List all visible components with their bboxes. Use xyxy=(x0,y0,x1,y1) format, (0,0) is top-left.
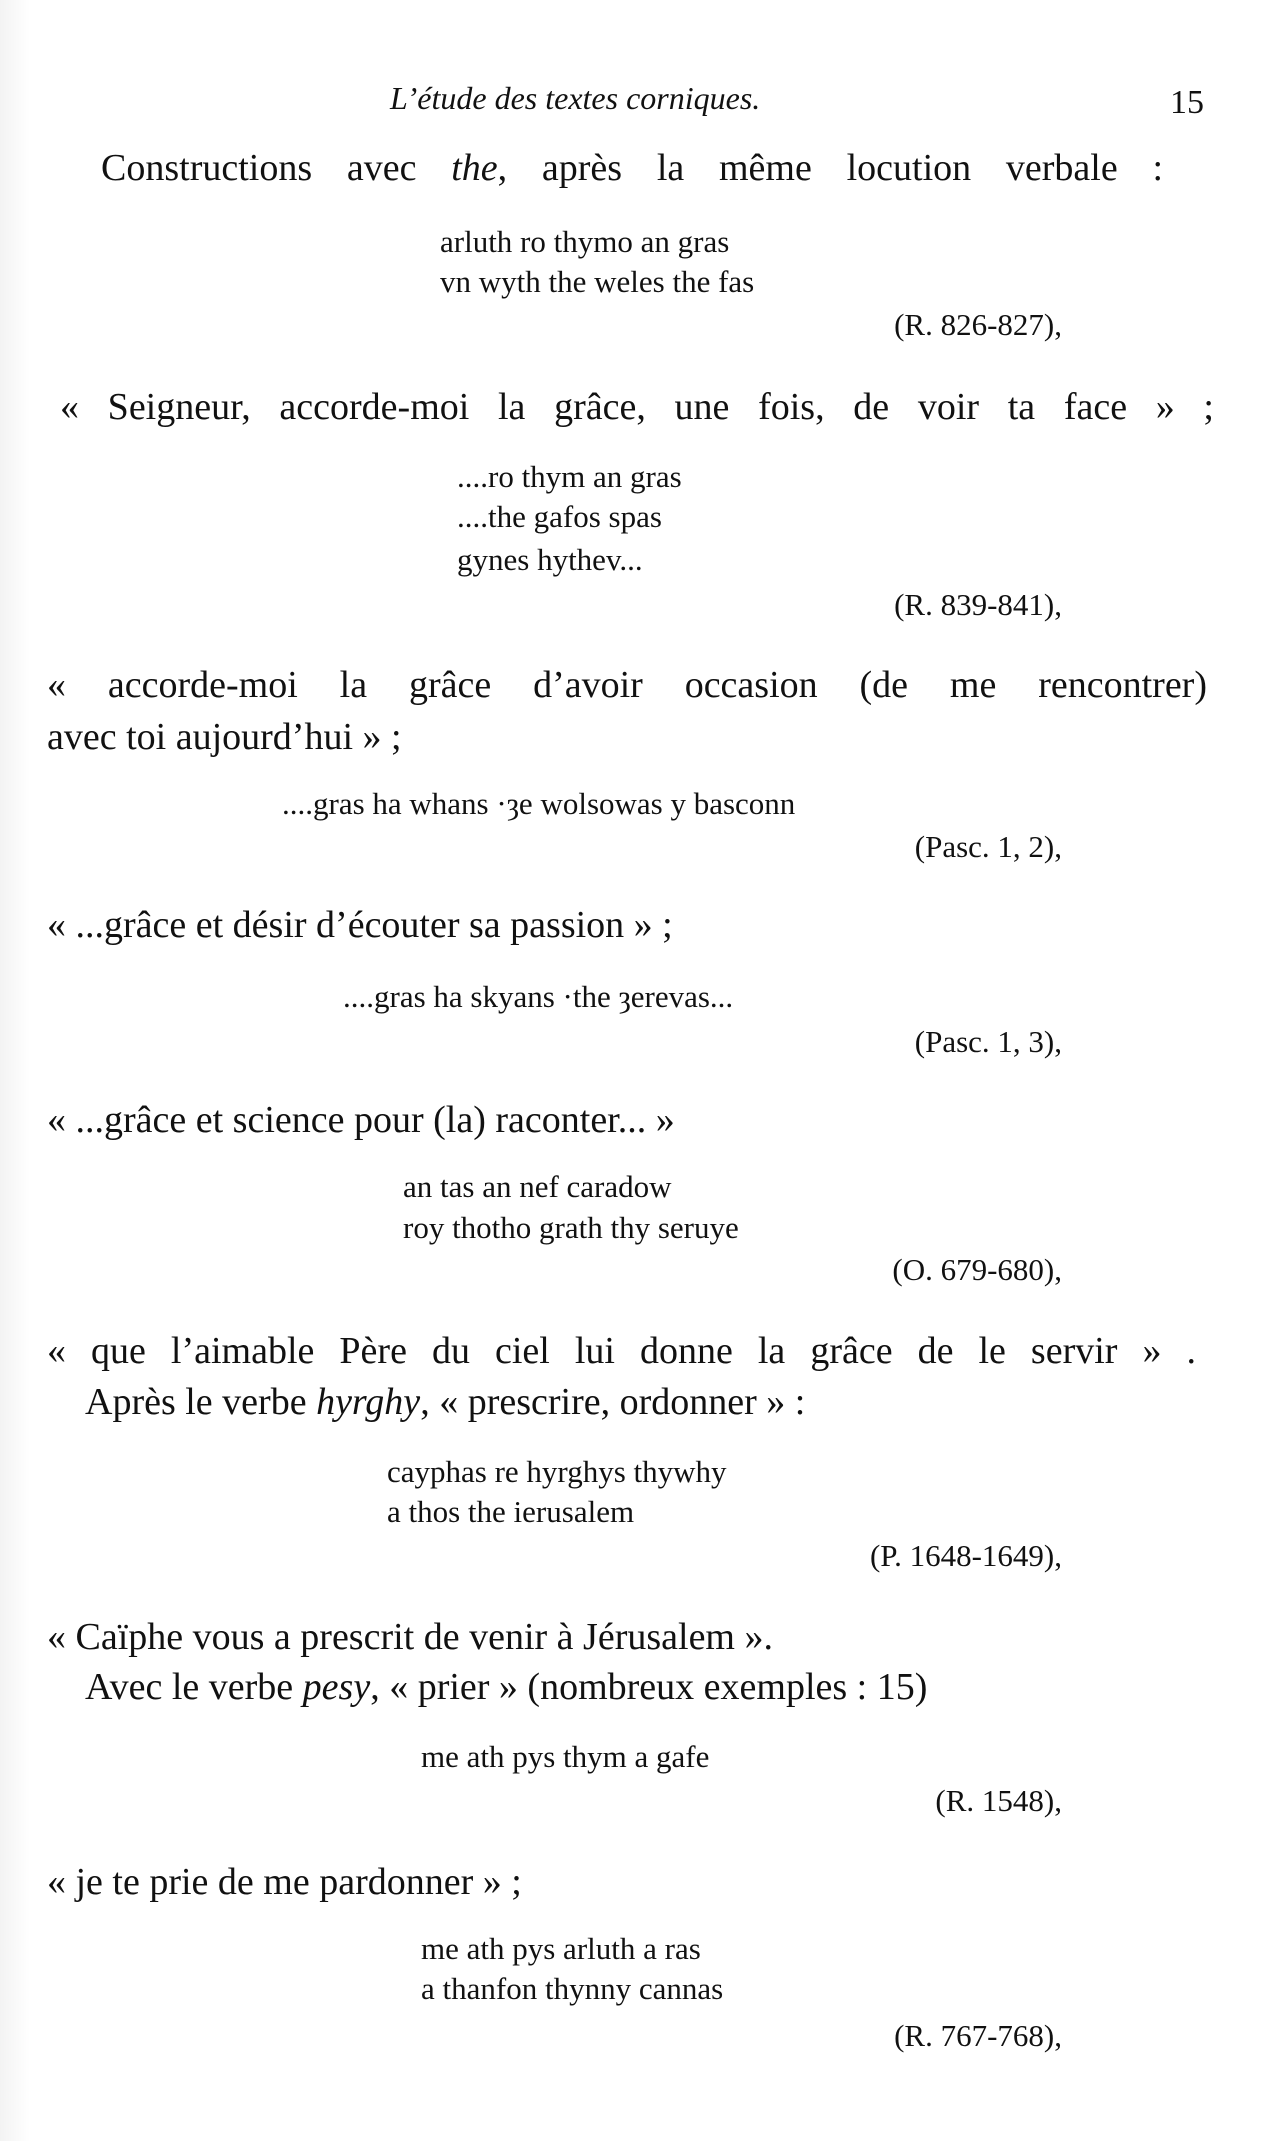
verse-line: ....gras ha skyans ·the ȝerevas... xyxy=(343,979,734,1014)
translation-line: « ...grâce et science pour (la) raconter... » xyxy=(47,1099,675,1141)
verse-reference: (P. 1648-1649), xyxy=(869,1538,1062,1573)
translation-line: « je te prie de me pardonner » ; xyxy=(47,1861,522,1903)
paragraph-line: Après le verbe hyrghy, « prescrire, ordonner » : xyxy=(85,1381,806,1423)
verse-reference: (Pasc. 1, 2), xyxy=(914,829,1062,864)
translation-line: « accorde-moi la grâce d’avoir occasion (de me rencontrer) xyxy=(47,664,1207,706)
verse-line: a thanfon thynny cannas xyxy=(421,1971,724,2006)
page-number: 15 xyxy=(1170,84,1204,121)
verse-reference: (R. 839-841), xyxy=(894,587,1062,622)
paragraph-line: Avec le verbe pesy, « prier » (nombreux exemples : 15) xyxy=(85,1666,928,1708)
verse-line: roy thotho grath thy seruye xyxy=(403,1210,739,1245)
verse-reference: (Pasc. 1, 3), xyxy=(914,1024,1062,1059)
translation-line: « Seigneur, accorde-moi la grâce, une fois, de voir ta face » ; xyxy=(60,386,1214,428)
translation-line: avec toi aujourd’hui » ; xyxy=(47,716,402,758)
verse-line: gynes hythev... xyxy=(457,542,643,577)
verse-line: ....ro thym an gras xyxy=(457,459,682,494)
verse-line: vn wyth the weles the fas xyxy=(440,264,755,299)
verse-line: ....the gafos spas xyxy=(457,499,662,534)
verse-line: me ath pys arluth a ras xyxy=(421,1931,701,1966)
verse-line: me ath pys thym a gafe xyxy=(421,1739,710,1774)
verse-line: ....gras ha whans ·ȝe wolsowas y basconn xyxy=(282,786,796,821)
verse-line: a thos the ierusalem xyxy=(387,1494,635,1529)
verse-line: arluth ro thymo an gras xyxy=(440,224,730,259)
verse-reference: (R. 826-827), xyxy=(894,307,1062,342)
paragraph-line: Constructions avec the, après la même locution verbale : xyxy=(101,147,1163,189)
page-edge-shadow xyxy=(0,0,30,2141)
translation-line: « ...grâce et désir d’écouter sa passion » ; xyxy=(47,904,673,946)
translation-line: « que l’aimable Père du ciel lui donne la grâce de le servir » . xyxy=(47,1330,1196,1372)
verse-line: an tas an nef caradow xyxy=(403,1169,672,1204)
verse-reference: (O. 679-680), xyxy=(892,1252,1062,1287)
translation-line: « Caïphe vous a prescrit de venir à Jérusalem ». xyxy=(47,1616,773,1658)
verse-line: cayphas re hyrghys thywhy xyxy=(387,1454,727,1489)
verse-reference: (R. 767-768), xyxy=(894,2018,1062,2053)
verse-reference: (R. 1548), xyxy=(935,1783,1062,1818)
running-header: L’étude des textes corniques. xyxy=(390,80,761,116)
